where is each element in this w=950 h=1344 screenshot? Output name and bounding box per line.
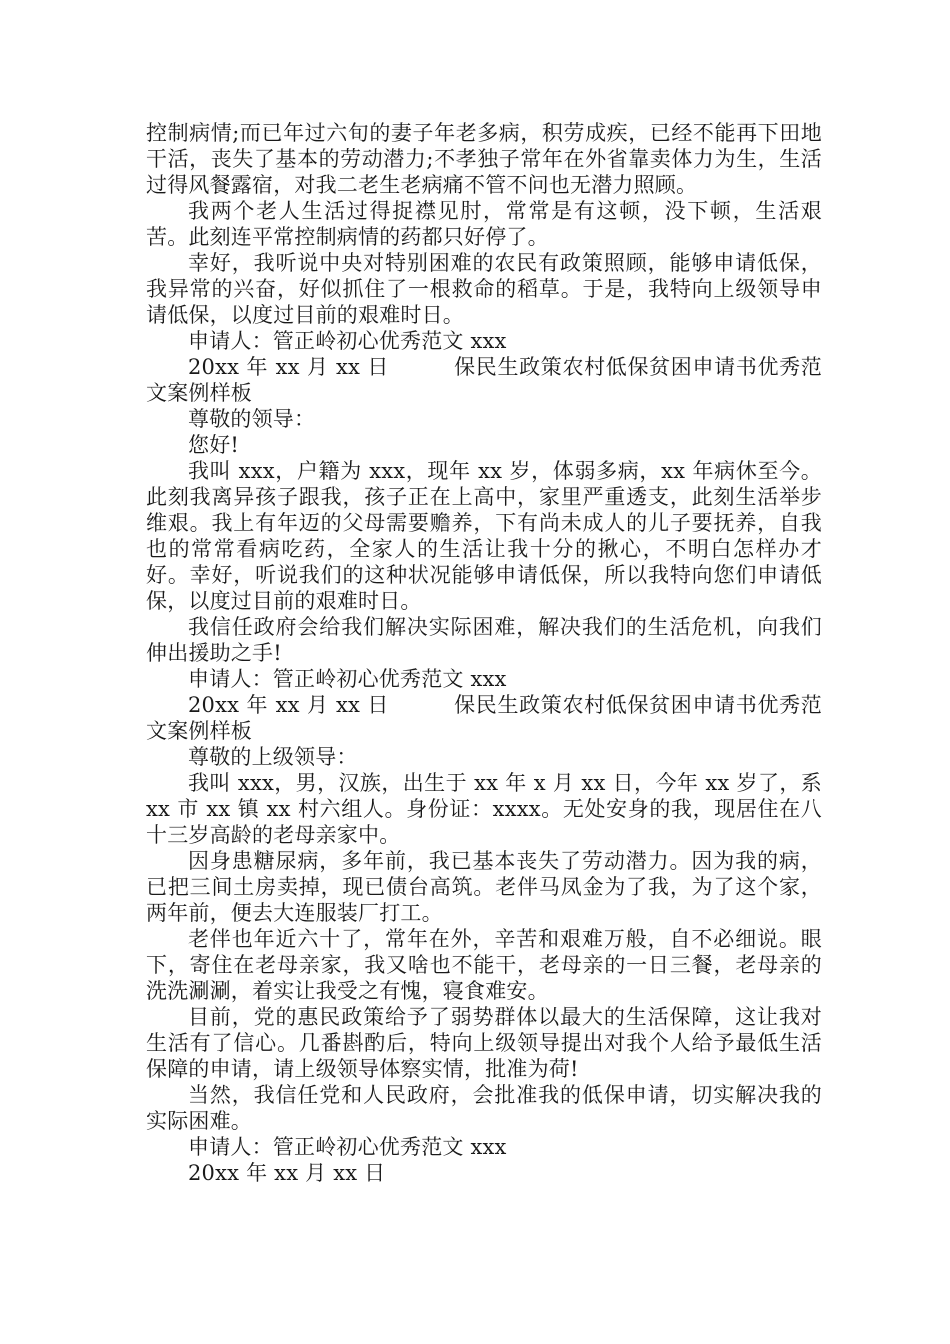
salutation: 尊敬的上级领导： <box>188 745 358 769</box>
paragraph: 我信任政府会给我们解决实际困难，解决我们的生活危机，向我们伸出援助之手! <box>146 615 822 665</box>
paragraph: 我叫 xxx，户籍为 xxx，现年 xx 岁，体弱多病，xx 年病休至今。此刻我离异孩子跟我，孩子正在上高中，家里严重透支，此刻生活举步维艰。我上有年迈的父母需要赡养，下有尚未成人的儿子要抚养，自我也的常常看病吃药，全家人的生活让我十分的揪心，不明白怎样办才好。幸好，听说我们的这种状况能够申请低保，所以我特向您们申请低保，以度过目前的艰难时日。 <box>146 459 822 613</box>
applicant-signature: 申请人：管正岭初心优秀范文 xxx <box>188 667 507 691</box>
paragraph: 幸好，我听说中央对特别困难的农民有政策照顾，能够申请低保，我异常的兴奋，好似抓住了一根救命的稻草。于是，我特向上级领导申请低保，以度过目前的艰难时日。 <box>146 251 822 327</box>
paragraph: 我两个老人生活过得捉襟见肘，常常是有这顿，没下顿，生活艰苦。此刻连平常控制病情的药都只好停了。 <box>146 199 822 249</box>
date-line-with-title: 20xx 年 xx 月 xx 日 保民生政策农村低保贫困申请书优秀范文案例样板 <box>146 693 822 743</box>
date-line: 20xx 年 xx 月 xx 日 <box>188 1161 386 1185</box>
paragraph: 目前，党的惠民政策给予了弱势群体以最大的生活保障，这让我对生活有了信心。几番斟酌后，特向上级领导提出对我个人给予最低生活保障的申请，请上级领导体察实情，批准为荷! <box>146 1005 822 1081</box>
paragraph: 当然，我信任党和人民政府，会批准我的低保申请，切实解决我的实际困难。 <box>146 1083 822 1133</box>
salutation: 尊敬的领导： <box>188 407 316 431</box>
date-line-with-title: 20xx 年 xx 月 xx 日 保民生政策农村低保贫困申请书优秀范文案例样板 <box>146 355 822 405</box>
paragraph: 老伴也年近六十了，常年在外，辛苦和艰难万般，自不必细说。眼下，寄住在老母亲家，我又啥也不能干，老母亲的一日三餐，老母亲的洗洗涮涮，着实让我受之有愧，寝食难安。 <box>146 927 822 1003</box>
paragraph: 因身患糖尿病，多年前，我已基本丧失了劳动潜力。因为我的病，已把三间土房卖掉，现已债台高筑。老伴马凤金为了我，为了这个家，两年前，便去大连服装厂打工。 <box>146 849 822 925</box>
paragraph: 控制病情;而已年过六旬的妻子年老多病，积劳成疾，已经不能再下田地干活，丧失了基本的劳动潜力;不孝独子常年在外省靠卖体力为生，生活过得风餐露宿，对我二老生老病痛不管不问也无潜力照顾。 <box>146 121 822 197</box>
applicant-signature: 申请人：管正岭初心优秀范文 xxx <box>188 1135 507 1159</box>
applicant-signature: 申请人：管正岭初心优秀范文 xxx <box>188 329 507 353</box>
document-body <box>146 120 822 1186</box>
greeting: 您好! <box>188 433 240 457</box>
paragraph: 我叫 xxx，男，汉族，出生于 xx 年 x 月 xx 日，今年 xx 岁了，系 xx 市 xx 镇 xx 村六组人。身份证：xxxx。无处安身的我，现居住在八十三岁高龄的老母亲家中。 <box>146 771 822 847</box>
